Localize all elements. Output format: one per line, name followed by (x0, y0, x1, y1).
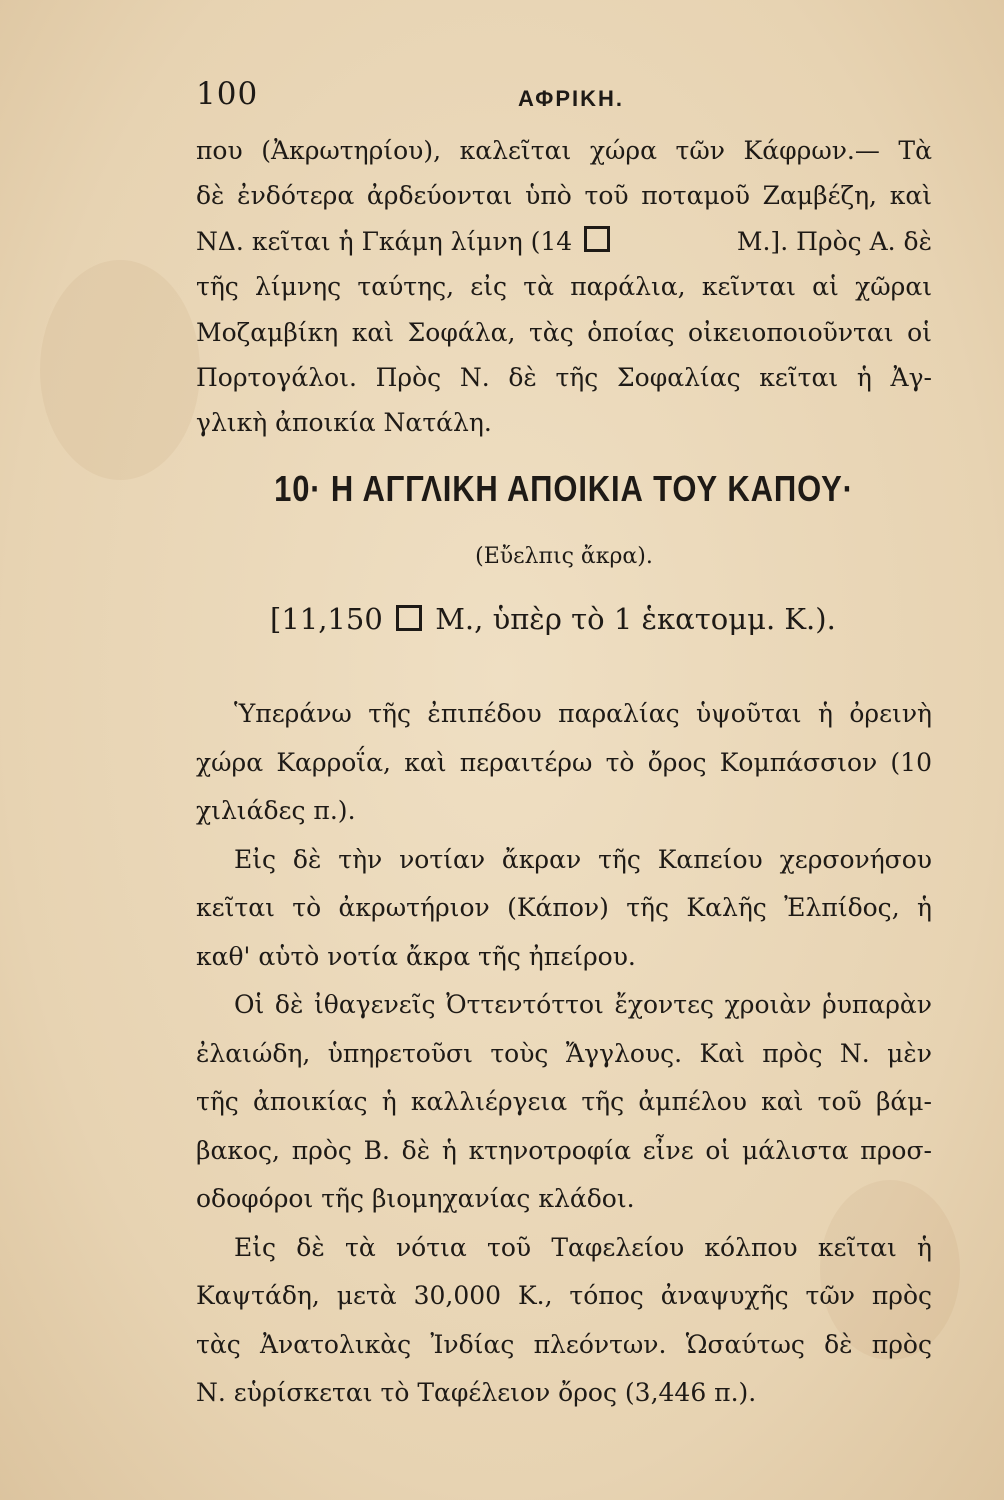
text-line: χιλιάδες π.). (196, 796, 356, 825)
text-line: χώρα Καρροΐα, καὶ περαιτέρω τὸ ὄρος Κομπάσσιον (10 (196, 747, 932, 777)
area-population: Μ., ὑπὲρ τὸ 1 ἑκατομμ. Κ.). (435, 602, 836, 636)
text-line: κεῖται τὸ ἀκρωτήριον (Κάπον) τῆς Καλῆς Ἐλπίδος, ἡ (196, 893, 932, 922)
text-line: Εἰς δὲ τὴν νοτίαν ἄκραν τῆς Καπείου χερσονήσου (234, 844, 932, 874)
section-subheading: (Εὔελπις ἄκρα). (475, 544, 653, 569)
text-line-segment: ΝΔ. κεῖται ἡ Γκάμη λίμνη (14 (196, 226, 573, 256)
text-line: βακος, πρὸς Β. δὲ ἡ κτηνοτροφία εἶνε οἱ μάλιστα προσ- (196, 1135, 932, 1165)
text-line: Ὑπεράνω τῆς ἐπιπέδου παραλίας ὑψοῦται ἡ ὀρεινὴ (234, 699, 932, 728)
text-line: ἐλαιώδη, ὑπηρετοῦσι τοὺς Ἄγγλους. Καὶ πρὸς Ν. μὲν (196, 1038, 932, 1068)
text-line: που (Ἀκρωτηρίου), καλεῖται χώρα τῶν Κάφρων.— Τὰ (196, 136, 932, 165)
text-line: Καψτάδη, μετὰ 30,000 Κ., τόπος ἀναψυχῆς τῶν πρὸς (196, 1281, 932, 1310)
intro-paragraph (196, 128, 932, 446)
section-body (196, 690, 932, 1418)
text-line: Οἱ δὲ ἰθαγενεῖς Ὀττεντόττοι ἔχοντες χροιὰν ῥυπαρὰν (234, 990, 932, 1019)
text-line: Μοζαμβίκη καὶ Σοφάλα, τὰς ὁποίας οἰκειοποιοῦνται οἱ (196, 317, 932, 347)
text-line: Πορτογάλοι. Πρὸς Ν. δὲ τῆς Σοφαλίας κεῖται ἡ Ἀγ- (196, 362, 932, 392)
text-line: Ν. εὑρίσκεται τὸ Ταφέλειον ὄρος (3,446 π.). (196, 1378, 757, 1407)
text-line: τῆς ἀποικίας ἡ καλλιέργεια τῆς ἀμπέλου καὶ τοῦ βάμ- (196, 1087, 932, 1116)
page-header (196, 72, 932, 122)
section-heading: 10· Η ΑΓΓΛΙΚΗ ΑΠΟΙΚΙΑ ΤΟΥ ΚΑΠΟΥ· (274, 468, 854, 509)
area-value: [11,150 (270, 602, 383, 636)
text-line: δὲ ἐνδότερα ἀρδεύονται ὑπὸ τοῦ ποταμοῦ Ζαμβέζη, καὶ (196, 181, 932, 211)
paper-stain (40, 260, 200, 480)
text-line: τῆς λίμνης ταύτης, εἰς τὰ παράλια, κεῖνται αἱ χῶραι (196, 272, 932, 302)
page-number: 100 (196, 76, 259, 112)
square-symbol-icon (584, 226, 610, 252)
text-line: καθ' αὑτὸ νοτία ἄκρα τῆς ἠπείρου. (196, 941, 636, 971)
text-line-segment: Μ.]. Πρὸς Α. δὲ (736, 226, 932, 256)
text-line (196, 219, 932, 264)
text-line: Εἰς δὲ τὰ νότια τοῦ Ταφελείου κόλπου κεῖται ἡ (234, 1232, 932, 1262)
text-line: οδοφόροι τῆς βιομηχανίας κλάδοι. (196, 1184, 635, 1213)
area-statistics (270, 602, 910, 636)
square-symbol-icon (396, 605, 422, 631)
text-line: τὰς Ἀνατολικὰς Ἰνδίας πλεόντων. Ὡσαύτως δὲ πρὸς (196, 1329, 932, 1359)
running-head: ΑΦΡΙΚΗ. (518, 86, 625, 111)
text-line: γλικὴ ἀποικία Νατάλη. (196, 408, 492, 438)
